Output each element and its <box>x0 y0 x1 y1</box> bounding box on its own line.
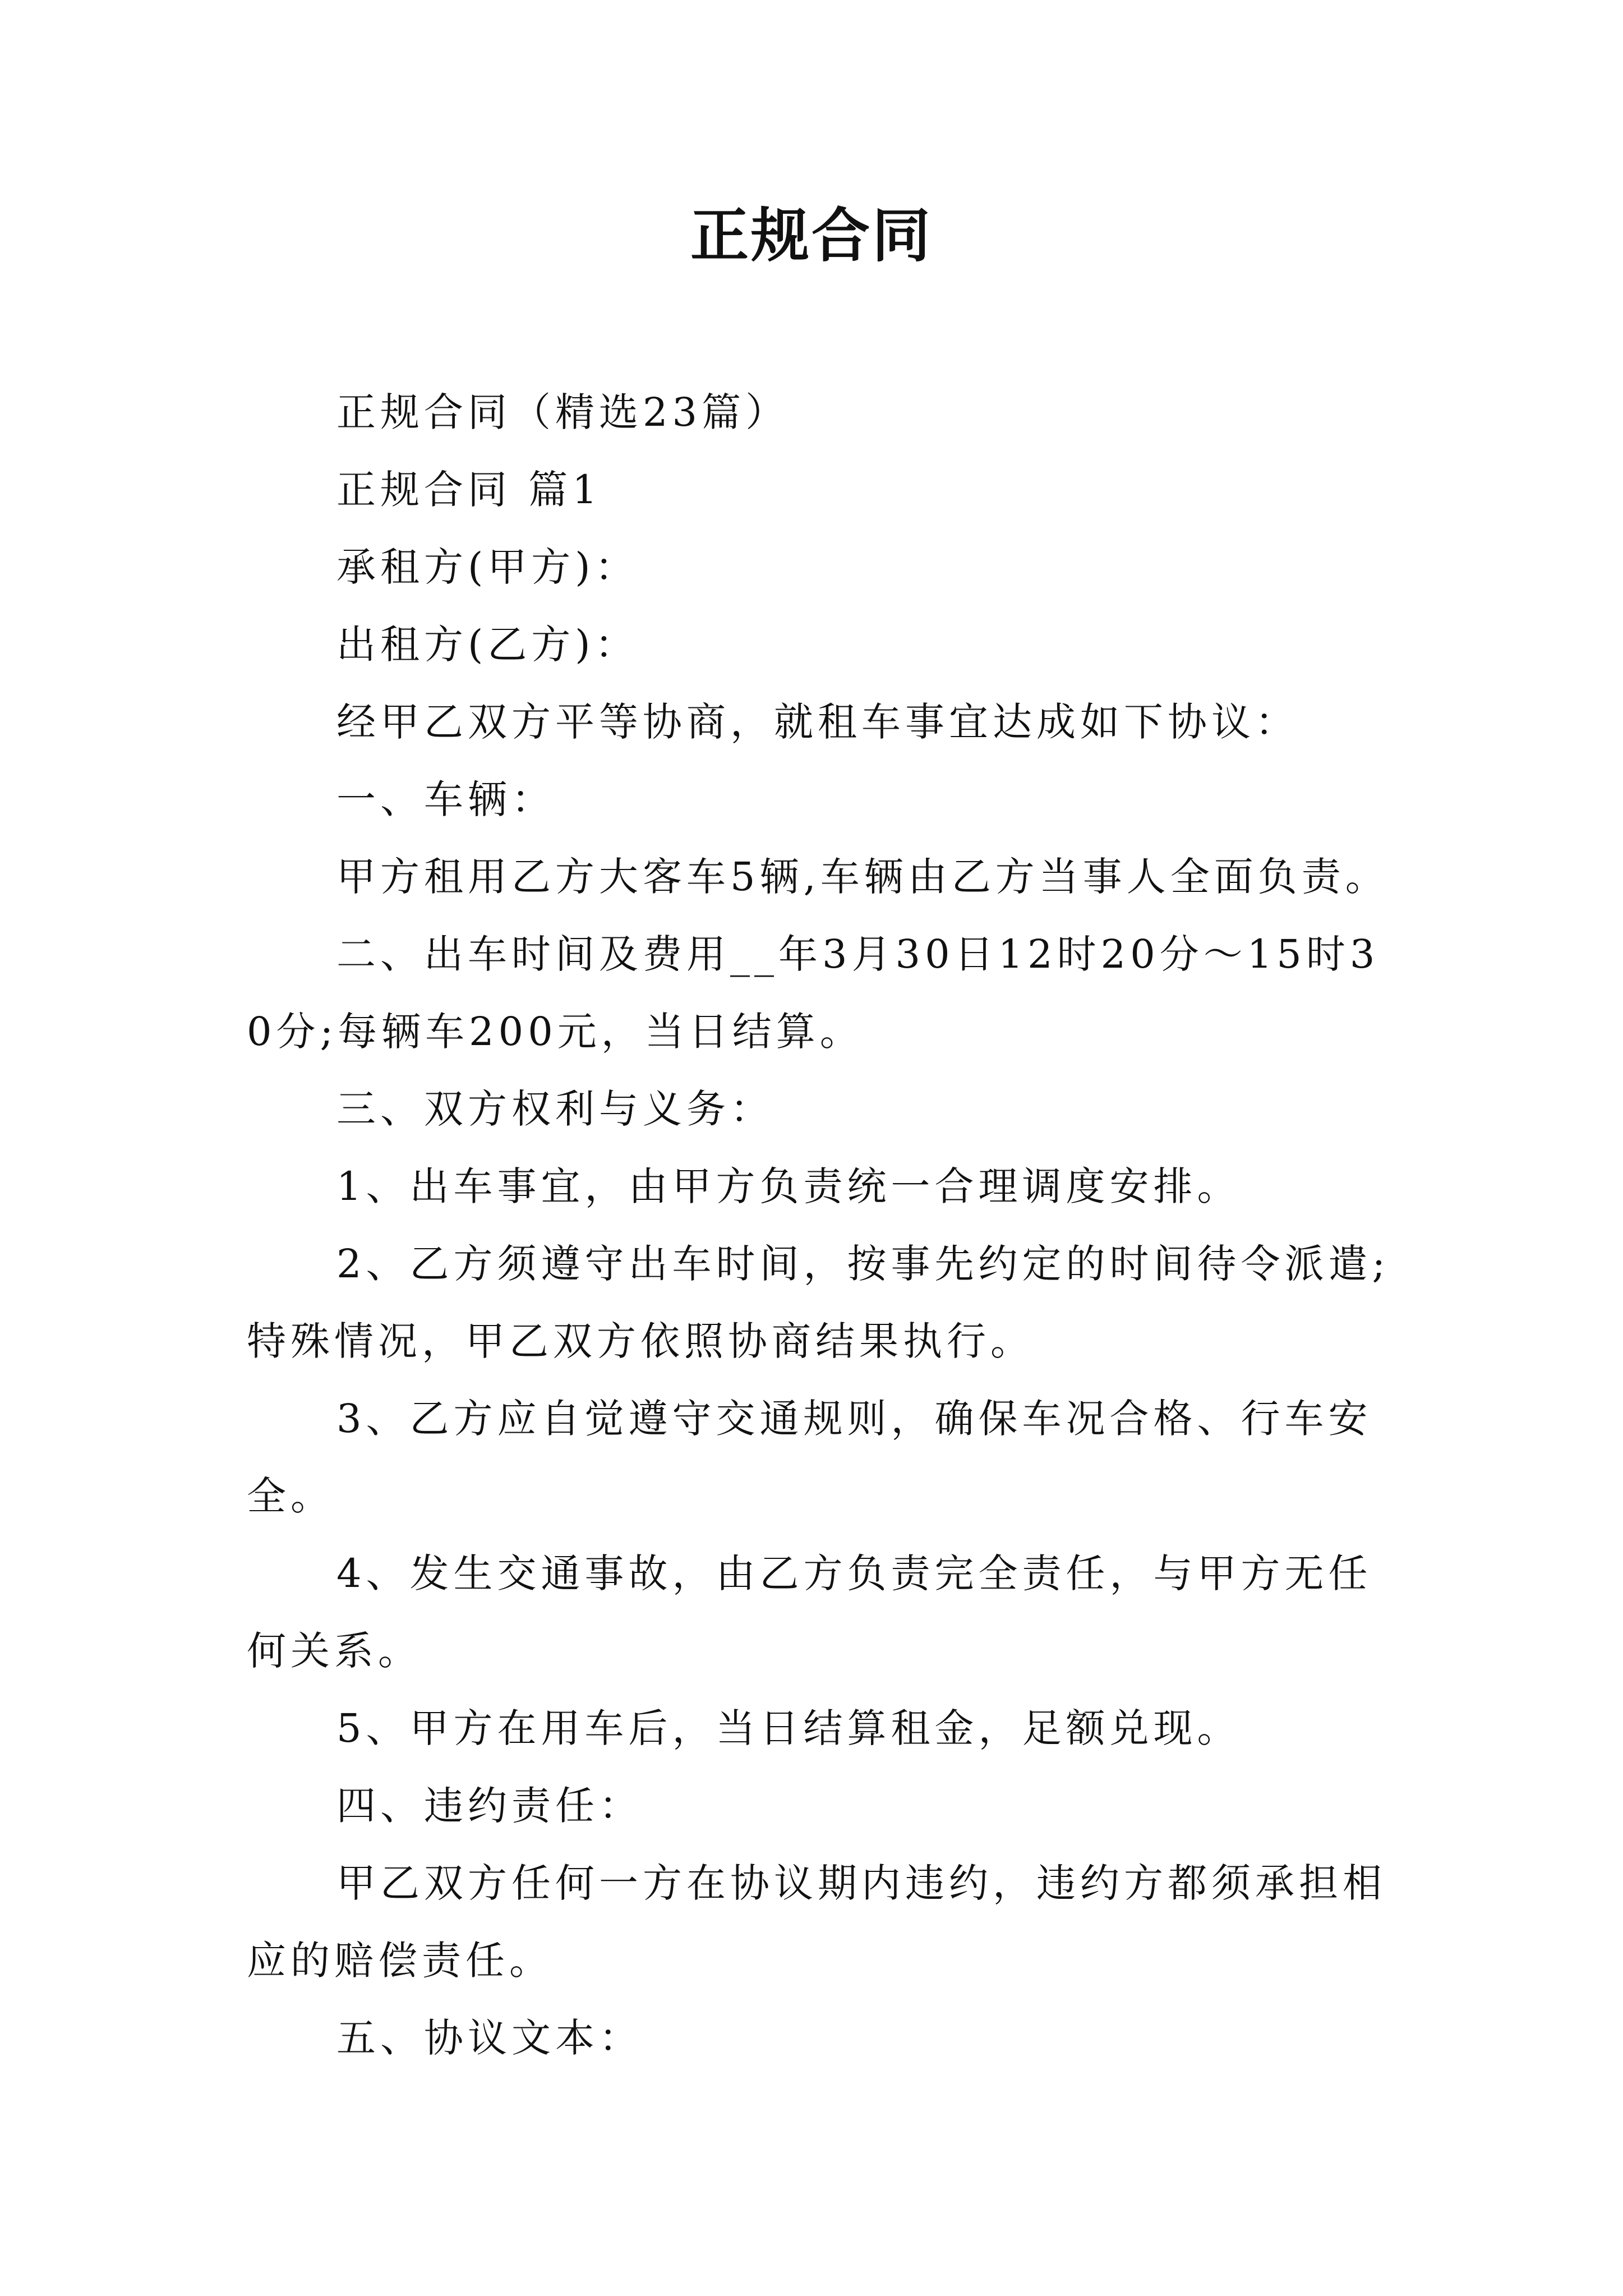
paragraph-item-4: 4、发生交通事故，由乙方负责完全责任，与甲方无任何关系。 <box>247 1550 1372 1674</box>
paragraph-clause-4-heading: 四、违约责任： <box>336 1783 643 1829</box>
paragraph-lessee: 承租方(甲方)： <box>336 544 639 590</box>
paragraph-intro: 经甲乙双方平等协商，就租车事宜达成如下协议： <box>336 699 1299 745</box>
paragraph-clause-1-heading: 一、车辆： <box>336 776 555 822</box>
paragraph-clause-1-body: 甲方租用乙方大客车5辆,车辆由乙方当事人全面负责。 <box>336 854 1389 900</box>
document-title: 正规合同 <box>690 201 933 270</box>
paragraph-item-3: 3、乙方应自觉遵守交通规则，确保车况合格、行车安全。 <box>247 1396 1372 1519</box>
paragraph-clause-4-body: 甲乙双方任何一方在协议期内违约，违约方都须承担相应的赔偿责任。 <box>247 1860 1386 1984</box>
paragraph-section-heading: 正规合同 篇1 <box>336 467 602 513</box>
paragraph-subtitle: 正规合同（精选23篇） <box>336 389 790 435</box>
paragraph-clause-3-heading: 三、双方权利与义务： <box>336 1086 774 1132</box>
paragraph-item-5: 5、甲方在用车后，当日结算租金，足额兑现。 <box>336 1705 1241 1751</box>
paragraph-lessor: 出租方(乙方)： <box>336 622 639 668</box>
document-body <box>247 374 1391 2077</box>
paragraph-item-2: 2、乙方须遵守出车时间，按事先约定的时间待令派遣;特殊情况，甲乙双方依照协商结果执行。 <box>247 1241 1390 1364</box>
paragraph-item-1: 1、出车事宜，由甲方负责统一合理调度安排。 <box>336 1163 1241 1209</box>
paragraph-clause-5-heading: 五、协议文本： <box>336 2015 643 2061</box>
paragraph-clause-2: 二、出车时间及费用__年3月30日12时20分～15时30分;每辆车200元，当日结算。 <box>247 931 1380 1055</box>
